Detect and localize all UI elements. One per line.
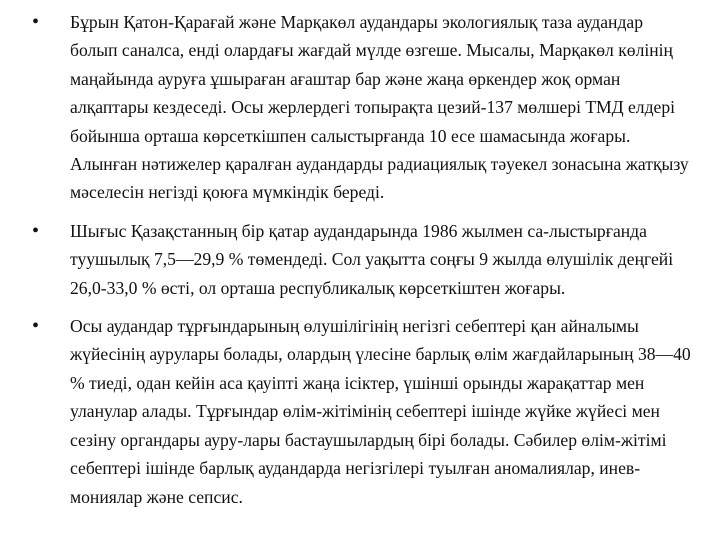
bullet-text: Бұрын Қатон-Қарағай және Марқакөл аудандары экологиялық таза аудандар болып саналса, енді олардағы жағдай мүлде өзгеше. Мысалы, Марқакөл көлінің маңайында ауруға ұшыраған ағаштар бар және жаңа өркендер жоқ орман алқаптары кездеседі. Осы жерлердегі топырақта цезий-137 мөлшері ТМД елдері бойынша орташа көрсеткішпен салыстырғанда 10 есе шамасында жоғары. Алынған нәтижелер қаралған аудандарды радиациялық тәуекел зонасына жатқызу мәселесін негізді қоюға мүмкіндік береді.: [70, 12, 689, 203]
bullet-list: [32, 8, 692, 521]
bullet-item: [32, 8, 692, 207]
bullet-item: [32, 312, 692, 511]
bullet-marker: •: [32, 219, 40, 242]
bullet-marker: •: [32, 11, 40, 33]
bullet-item: [32, 217, 692, 302]
bullet-marker: •: [32, 315, 40, 338]
bullet-text: Осы аудандар тұрғындарының өлушілігінің негізгі себептері қан айналымы жүйесінің аурулары болады, олардың үлесіне барлық өлім жағдайларының 38—40 % тиеді, одан кейін аса қауіпті жаңа ісіктер, үшінші орынды жарақаттар мен уланулар алады. Тұрғындар өлім-жітімінің себептері ішінде жүйке жүйесі мен сезіну органдары ауру-лары бастаушылардың бірі болады. Сәбилер өлім-жітімі себептері ішінде барлық аудандарда негізгілері туылған аномалиялар, инев-мониялар және сепсис.: [70, 316, 691, 507]
bullet-text: Шығыс Қазақстанның бір қатар аудандарында 1986 жылмен са-лыстырғанда туушылық 7,5—29,9 % төмендеді. Сол уақытта соңғы 9 жылда өлушілік деңгейі 26,0-33,0 % өсті, ол орташа республикалық көрсеткіштен жоғары.: [70, 220, 674, 298]
